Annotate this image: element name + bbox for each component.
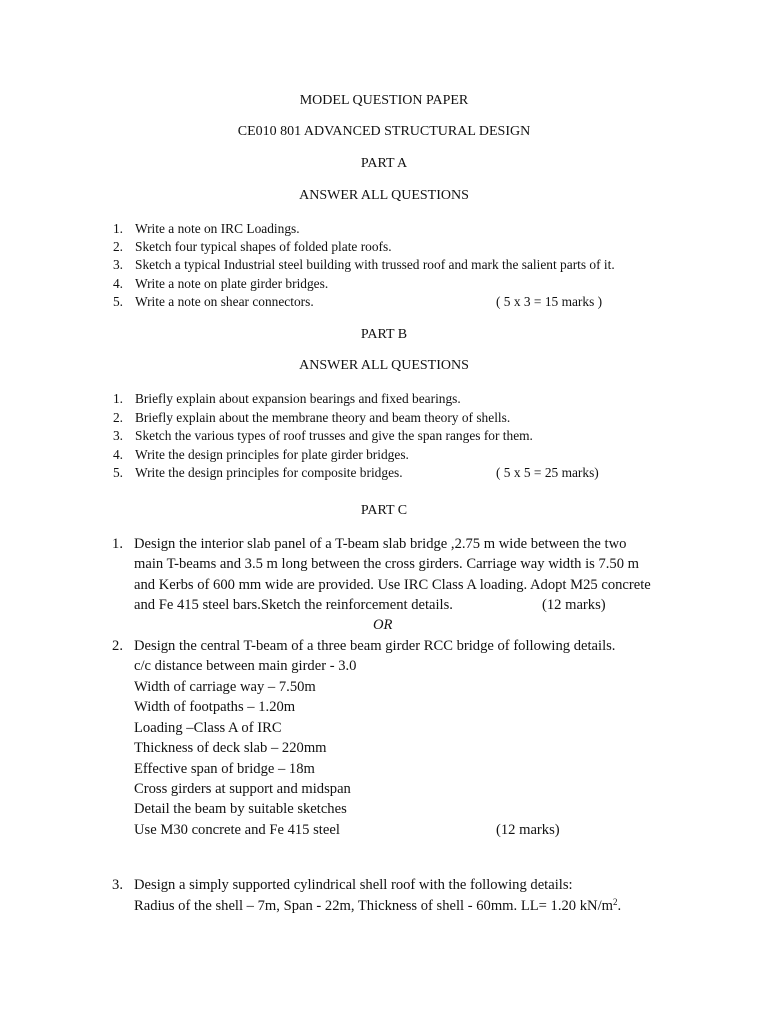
question-marks: (12 marks) [496,822,560,838]
question-text: Sketch four typical shapes of folded plate roofs. [135,239,392,254]
question-text: Write a note on shear connectors. [135,294,314,309]
question-line: and Fe 415 steel bars.Sketch the reinforcement details. [134,597,453,613]
part-a-heading: PART A [360,156,408,171]
part-a-marks: ( 5 x 3 = 15 marks ) [496,294,603,309]
question-number: 1. [112,536,123,552]
question-line: main T-beams and 3.5 m long between the cross girders. Carriage way width is 7.50 m [134,556,640,572]
question-number: 2. [112,239,123,254]
question-number: 3. [112,257,123,272]
part-b-marks: ( 5 x 5 = 25 marks) [496,465,599,480]
part-c-heading: PART C [360,503,408,518]
question-line-text: Radius of the shell – 7m, Span - 22m, Thickness of shell - 60mm. LL= 1.20 kN/m [134,898,613,914]
question-line: Design the interior slab panel of a T-beam slab bridge ,2.75 m wide between the two [134,536,627,552]
question-line: Loading –Class A of IRC [134,720,282,736]
question-line: Width of footpaths – 1.20m [134,699,296,715]
question-number: 4. [112,447,123,462]
question-text: Write a note on IRC Loadings. [135,221,300,236]
question-line [134,898,621,915]
question-number: 1. [112,221,123,236]
question-text: Briefly explain about expansion bearings and fixed bearings. [135,391,461,406]
question-number: 2. [112,410,123,425]
question-number: 5. [112,294,123,309]
question-number: 4. [112,276,123,291]
question-line: and Kerbs of 600 mm wide are provided. Use IRC Class A loading. Adopt M25 concrete [134,577,651,593]
superscript: 2 [612,897,618,907]
question-text: Sketch the various types of roof trusses and give the span ranges for them. [135,428,533,443]
question-line: Design a simply supported cylindrical shell roof with the following details: [134,877,573,893]
part-b-instruction: ANSWER ALL QUESTIONS [299,358,469,373]
question-marks: (12 marks) [542,597,606,613]
part-b-heading: PART B [360,327,408,342]
question-line: Use M30 concrete and Fe 415 steel [134,822,340,838]
paper-title: MODEL QUESTION PAPER [299,93,469,108]
question-text: Briefly explain about the membrane theory and beam theory of shells. [135,410,511,425]
question-text: Sketch a typical Industrial steel building with trussed roof and mark the salient parts of it. [135,257,615,272]
question-number: 2. [112,638,123,654]
question-number: 1. [112,391,123,406]
question-number: 3. [112,428,123,443]
question-line: c/c distance between main girder - 3.0 [134,658,357,674]
question-text: Write the design principles for plate girder bridges. [135,447,409,462]
question-number: 3. [112,877,123,893]
or-separator: OR [373,617,393,633]
question-line: Cross girders at support and midspan [134,781,351,797]
question-text: Write the design principles for composite bridges. [135,465,403,480]
question-line-end: . [617,898,622,914]
question-text: Write a note on plate girder bridges. [135,276,329,291]
question-line: Effective span of bridge – 18m [134,761,315,777]
question-number: 5. [112,465,123,480]
part-a-instruction: ANSWER ALL QUESTIONS [299,188,469,203]
question-line: Design the central T-beam of a three beam girder RCC bridge of following details. [134,638,616,654]
question-line: Detail the beam by suitable sketches [134,801,347,817]
question-line: Thickness of deck slab – 220mm [134,740,327,756]
course-title: CE010 801 ADVANCED STRUCTURAL DESIGN [237,124,531,139]
question-line: Width of carriage way – 7.50m [134,679,316,695]
